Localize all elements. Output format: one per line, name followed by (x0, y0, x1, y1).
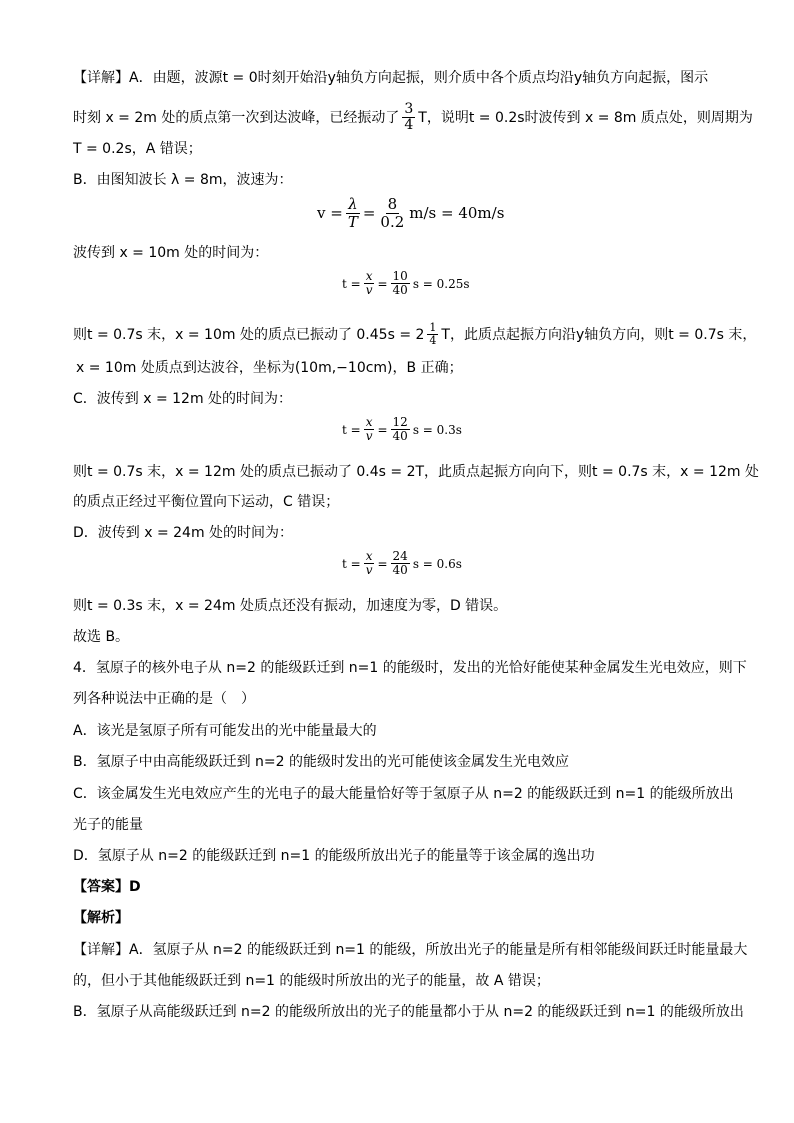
fraction-numerator: 24 (392, 549, 408, 563)
text-line: 的，但小于其他能级跃迁到 n=1 的能级时所放出的光子的能量，故 A 错误； (73, 973, 550, 989)
fraction (346, 196, 360, 230)
text-line: 的质点正经过平衡位置向下运动，C 错误； (73, 494, 340, 510)
equation-lhs: t = (342, 422, 361, 437)
fraction-denominator: 40 (392, 429, 408, 444)
option-d: D．氢原子从 n=2 的能级跃迁到 n=1 的能级所放出光子的能量等于该金属的逸出功 (73, 848, 595, 864)
text-line: 【详解】A．由题，波源t = 0时刻开始沿y轴负方向起振，则介质中各个质点均沿y轴负方向起振，图示 (73, 70, 709, 86)
equation-rhs: s = 0.3s (412, 422, 462, 437)
answer-heading: 【答案】D (73, 879, 141, 895)
fraction-denominator: 40 (392, 563, 408, 578)
option-a: A．该光是氢原子所有可能发出的光中能量最大的 (73, 723, 377, 739)
question-stem: 4．氢原子的核外电子从 n=2 的能级跃迁到 n=1 的能级时，发出的光恰好能使某种金属发生光电效应，则下 (73, 660, 747, 676)
fraction (364, 270, 375, 297)
text-line: D．波传到 x = 24m 处的时间为： (73, 525, 294, 541)
fraction-numerator: 12 (392, 415, 408, 429)
fraction-numerator: x (365, 415, 373, 429)
fraction-denominator: T (347, 212, 358, 231)
text-line (73, 322, 756, 347)
option-c-continued: 光子的能量 (73, 817, 143, 833)
text-line: 故选 B。 (73, 629, 130, 645)
equation-time-10m (342, 270, 470, 297)
text-segment: 时刻 x = 2m 处的质点第一次到达波峰，已经振动了 (73, 109, 400, 126)
fraction-denominator: 0.2 (380, 212, 405, 231)
equation-rhs: s = 0.25s (412, 276, 470, 291)
text-line: x = 10m 处质点到达波谷，坐标为(10m,−10cm)，B 正确； (76, 360, 463, 376)
text-line: T = 0.2s，A 错误； (73, 141, 202, 157)
text-line: 波传到 x = 10m 处的时间为： (73, 245, 269, 261)
text-segment: 则t = 0.7s 末，x = 10m 处的质点已振动了 0.45s = 2 (73, 326, 425, 343)
fraction (364, 550, 375, 577)
fraction-denominator: 4 (429, 334, 437, 348)
text-line: 则t = 0.7s 末，x = 12m 处的质点已振动了 0.4s = 2T，此质点起振方向向下，则t = 0.7s 末，x = 12m 处 (73, 464, 759, 480)
fraction (391, 270, 410, 297)
equation-equals: = (377, 276, 388, 291)
fraction-numerator: x (365, 549, 373, 563)
fraction (391, 416, 410, 443)
fraction-numerator: 3 (404, 101, 414, 117)
question-stem: 列各种说法中正确的是（ ） (73, 691, 255, 707)
fraction-denominator: v (365, 429, 373, 444)
fraction-denominator: 4 (404, 117, 414, 134)
fraction-numerator: λ (348, 195, 358, 213)
equation-rhs: s = 0.6s (412, 556, 462, 571)
equation-wave-speed (317, 196, 504, 230)
analysis-heading: 【解析】 (73, 910, 129, 926)
fraction-denominator: v (365, 563, 373, 578)
equation-lhs: t = (342, 276, 361, 291)
equation-equals: = (362, 204, 376, 222)
fraction-numerator: 8 (387, 195, 398, 213)
fraction-denominator: v (365, 283, 373, 298)
equation-time-12m (342, 416, 462, 443)
equation-rhs: m/s = 40m/s (409, 204, 505, 222)
equation-equals: = (377, 422, 388, 437)
fraction-numerator: x (365, 269, 373, 283)
equation-lhs: t = (342, 556, 361, 571)
fraction (391, 550, 410, 577)
text-line (73, 102, 753, 134)
option-c: C．该金属发生光电效应产生的光电子的最大能量恰好等于氢原子从 n=2 的能级跃迁到 n=1 的能级所放出 (73, 786, 734, 802)
fraction-numerator: 10 (392, 269, 408, 283)
text-line: 【详解】A．氢原子从 n=2 的能级跃迁到 n=1 的能级，所放出光子的能量是所有相邻能级间跃迁时能量最大 (73, 942, 748, 958)
text-line: B．由图知波长 λ = 8m，波速为： (73, 172, 293, 188)
fraction-denominator: 40 (392, 283, 408, 298)
fraction-numerator: 1 (429, 321, 437, 334)
text-segment: T，说明t = 0.2s时波传到 x = 8m 质点处，则周期为 (418, 109, 753, 126)
option-b: B．氢原子中由高能级跃迁到 n=2 的能级时发出的光可能使该金属发生光电效应 (73, 754, 570, 770)
fraction (402, 102, 415, 134)
fraction (364, 416, 375, 443)
fraction (427, 322, 438, 347)
equation-time-24m (342, 550, 462, 577)
fraction (378, 196, 406, 230)
text-line: C．波传到 x = 12m 处的时间为： (73, 391, 293, 407)
equation-lhs: v = (317, 204, 343, 222)
equation-equals: = (377, 556, 388, 571)
text-line: 则t = 0.3s 末，x = 24m 处质点还没有振动，加速度为零，D 错误。 (73, 598, 508, 614)
text-line: B．氢原子从高能级跃迁到 n=2 的能级所放出的光子的能量都小于从 n=2 的能级跃迁到 n=1 的能级所放出 (73, 1004, 744, 1020)
text-segment: T，此质点起振方向沿y轴负方向，则t = 0.7s 末， (441, 326, 757, 343)
